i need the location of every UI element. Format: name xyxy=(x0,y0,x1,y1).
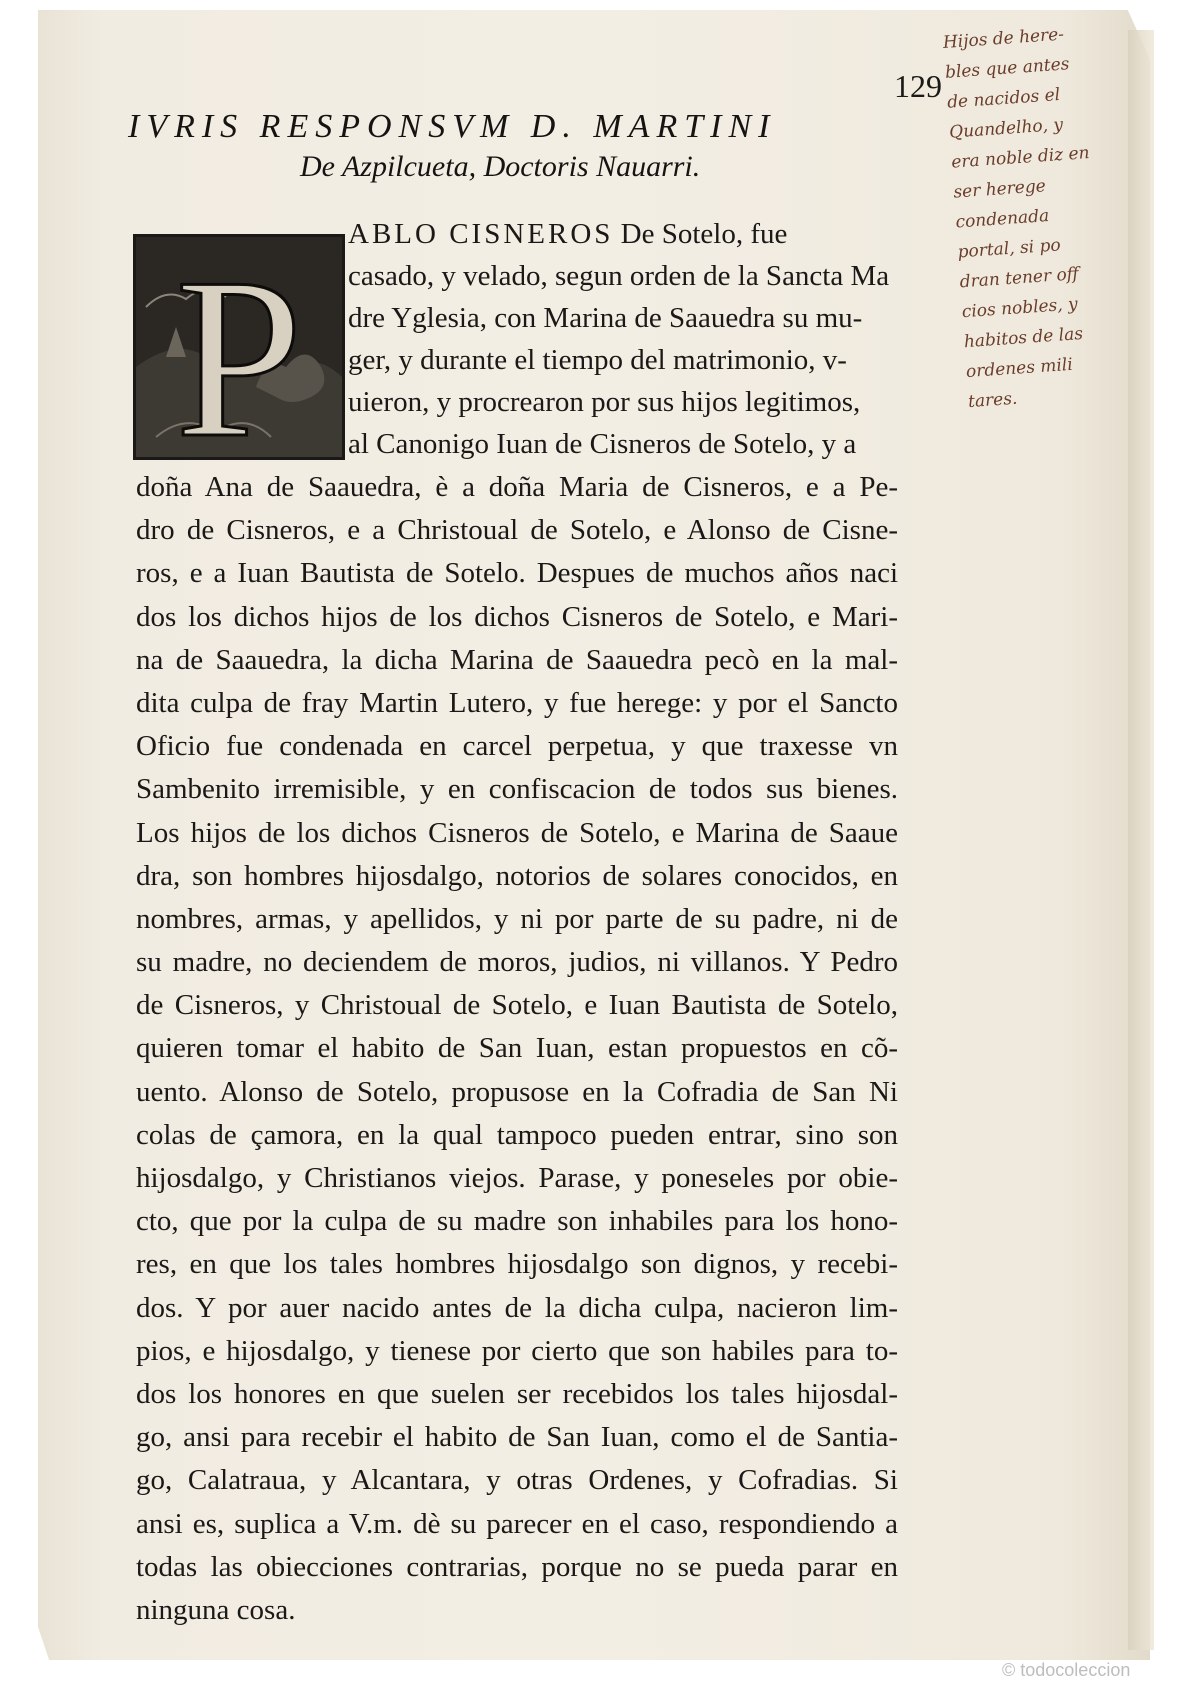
note-line: cios nobles, y xyxy=(961,294,1079,323)
cap-line-text: ger, y durante el tiempo del matrimonio, v- xyxy=(348,344,847,376)
note-line: tares. xyxy=(967,388,1019,413)
text-line: quieren tomar el habito de San Iuan, estan propuestos en cõ- xyxy=(136,1032,898,1065)
note-line: de nacidos el xyxy=(946,84,1061,113)
running-title: IVRIS RESPONSVM D. MARTINI xyxy=(128,108,777,145)
note-line: habitos de las xyxy=(963,323,1084,353)
text-line: Oficio fue condenada en carcel perpetua, y que traxesse vn xyxy=(136,730,898,763)
cap-line xyxy=(348,344,888,377)
cap-line-text: De Sotelo, fue xyxy=(613,218,788,250)
text-line: ninguna cosa. xyxy=(136,1593,296,1626)
text-line: res, en que los tales hombres hijosdalgo son dignos, y recebi- xyxy=(136,1248,898,1281)
note-line: ordenes mili xyxy=(965,354,1074,383)
text-line: dos. Y por auer nacido antes de la dicha culpa, nacieron lim- xyxy=(136,1291,898,1324)
body-text xyxy=(136,466,898,1632)
ornamental-drop-cap xyxy=(133,234,345,460)
drop-cap-illustration xyxy=(136,237,342,457)
text-line: ansi es, suplica a V.m. dè su parecer en el caso, respondiendo a xyxy=(136,1507,898,1540)
text-line: colas de çamora, en la qual tampoco pueden entrar, sino son xyxy=(136,1118,898,1151)
text-line: dita culpa de fray Martin Lutero, y fue herege: y por el Sancto xyxy=(136,686,898,719)
cap-line xyxy=(348,218,888,251)
page-number: 129 xyxy=(894,68,942,104)
cap-line xyxy=(348,302,888,335)
text-line: uento. Alonso de Sotelo, propusose en la Cofradia de San Ni xyxy=(136,1075,898,1108)
text-line: doña Ana de Saauedra, è a doña Maria de Cisneros, e a Pe- xyxy=(136,471,898,503)
text-line: na de Saauedra, la dicha Marina de Saauedra pecò en la mal- xyxy=(136,643,898,676)
text-line: dro de Cisneros, e a Christoual de Sotelo, e Alonso de Cisne- xyxy=(136,514,898,547)
note-line: Hijos de here- xyxy=(942,24,1065,53)
note-line: era noble diz en xyxy=(950,143,1091,173)
text-line: todas las obiecciones contrarias, porque no se pueda parar en xyxy=(136,1550,898,1583)
text-line: go, ansi para recebir el habito de San Iuan, como el de Santia- xyxy=(136,1421,898,1454)
cap-line-text: dre Yglesia, con Marina de Saauedra su mu- xyxy=(348,302,863,334)
running-subtitle: De Azpilcueta, Doctoris Nauarri. xyxy=(300,150,701,183)
text-line: pios, e hijosdalgo, y tienese por cierto que son habiles para to- xyxy=(136,1334,898,1367)
text-line: ros, e a Iuan Bautista de Sotelo. Despues de muchos años naci xyxy=(136,557,898,590)
text-line: cto, que por la culpa de su madre son inhabiles para los hono- xyxy=(136,1205,898,1238)
text-line: dra, son hombres hijosdalgo, notorios de solares conocidos, en xyxy=(136,859,898,892)
text-line: Sambenito irremisible, y en confiscacion de todos sus bienes. xyxy=(136,773,898,806)
text-line: hijosdalgo, y Christianos viejos. Parase, y poneseles por obie- xyxy=(136,1162,898,1194)
text-line: Los hijos de los dichos Cisneros de Sotelo, e Marina de Saaue xyxy=(136,816,898,849)
cap-line xyxy=(348,428,888,461)
text-line: dos los honores en que suelen ser recebidos los tales hijosdal- xyxy=(136,1377,898,1410)
note-line: condenada xyxy=(954,206,1050,233)
drop-cap-letter: P xyxy=(175,237,303,457)
cap-line xyxy=(348,260,888,293)
cap-line-lead: ABLO CISNEROS xyxy=(348,218,614,250)
text-line: dos los dichos hijos de los dichos Cisneros de Sotelo, e Mari- xyxy=(136,600,898,633)
note-line: bles que antes xyxy=(944,54,1071,83)
note-line: ser herege xyxy=(952,176,1047,203)
text-line: nombres, armas, y apellidos, y ni por parte de su padre, ni de xyxy=(136,902,898,935)
note-line: Quandelho, y xyxy=(948,114,1064,143)
cap-line-text: al Canonigo Iuan de Cisneros de Sotelo, y a xyxy=(348,428,857,460)
text-line: su madre, no deciendem de moros, judios, ni villanos. Y Pedro xyxy=(136,946,898,979)
note-line: portal, si po xyxy=(956,235,1062,263)
watermark: © todocoleccion xyxy=(1002,1660,1131,1680)
text-line: go, Calatraua, y Alcantara, y otras Ordenes, y Cofradias. Si xyxy=(136,1464,898,1497)
text-line: de Cisneros, y Christoual de Sotelo, e Iuan Bautista de Sotelo, xyxy=(136,989,898,1022)
handwritten-marginal-note xyxy=(942,14,1169,417)
cap-line xyxy=(348,386,888,419)
cap-line-text: uieron, y procrearon por sus hijos legitimos, xyxy=(348,386,861,418)
cap-line-text: casado, y velado, segun orden de la Sancta Ma xyxy=(348,260,890,292)
note-line: dran tener off xyxy=(959,264,1080,293)
